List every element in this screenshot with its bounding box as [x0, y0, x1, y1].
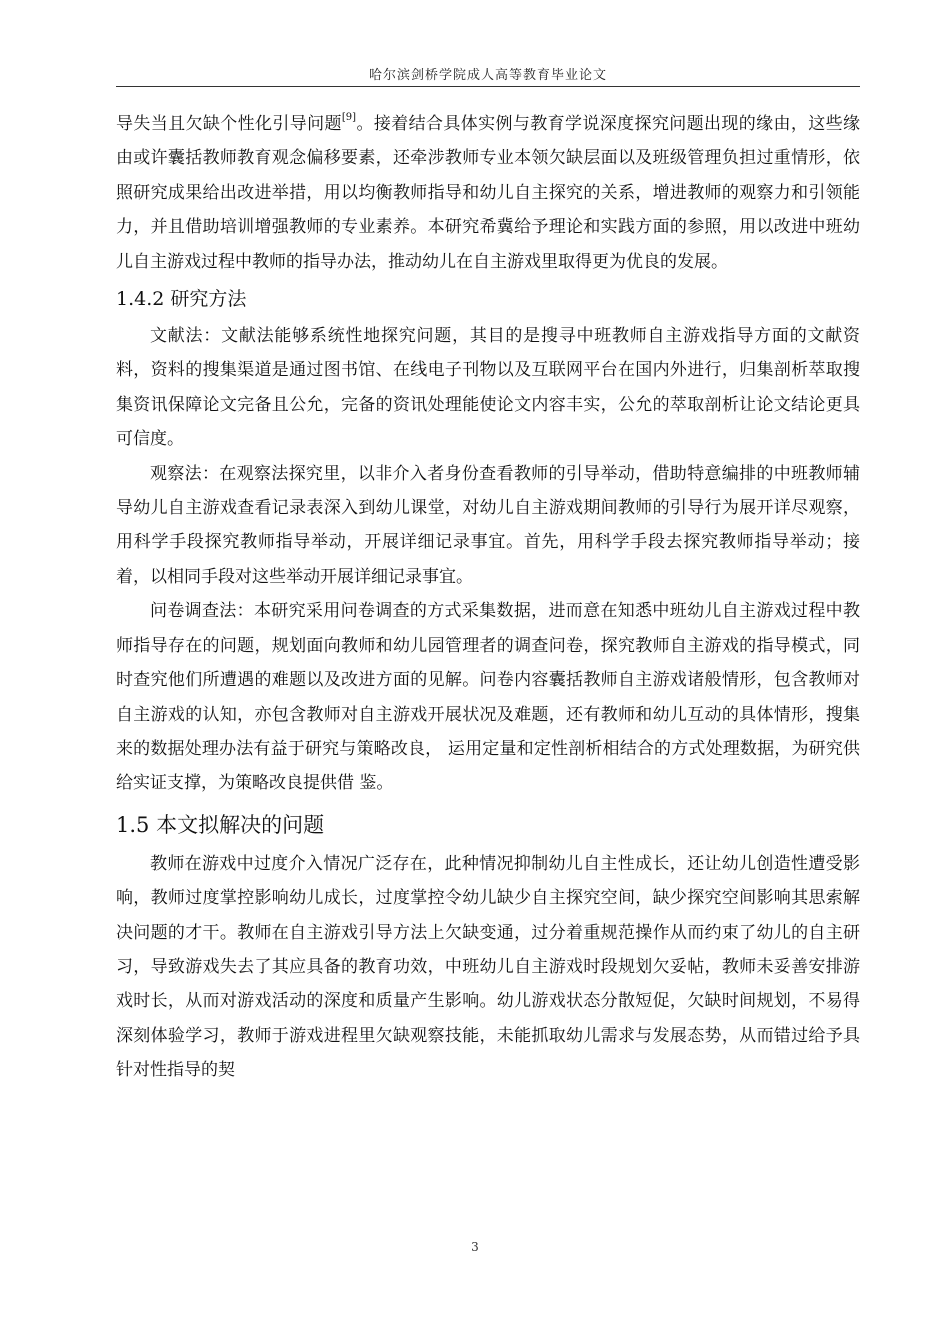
citation: [9] [341, 112, 357, 124]
paragraph-continuation [116, 107, 860, 279]
paragraph-problems: 教师在游戏中过度介入情况广泛存在，此种情况抑制幼儿自主性成长，还让幼儿创造性遭受影响，教师过度掌控影响幼儿成长，过度掌控令幼儿缺少自主探究空间，缺少探究空间影响其思索解决问题的才干。教师在自主游戏引导方法上欠缺变通，过分着重规范操作从而约束了幼儿的自主研习，导致游戏失去了其应具备的教育功效，中班幼儿自主游戏时段规划欠妥帖，教师未妥善安排游戏时长，从而对游戏活动的深度和质量产生影响。幼儿游戏状态分散短促，欠缺时间规划，不易得深刻体验学习，教师于游戏进程里欠缺观察技能，未能抓取幼儿需求与发展态势，从而错过给予具针对性指导的契 [116, 853, 860, 1081]
page-body [116, 107, 860, 1088]
paragraph-text: 导失当且欠缺个性化引导问题 [116, 114, 342, 134]
header-rule [116, 86, 860, 87]
paragraph-text: 。接着结合具体实例与教育学说深度探究问题出现的缘由，这些缘由或许囊括教师教育观念偏移要素，还牵涉教师专业本领欠缺层面以及班级管理负担过重情形，依照研究成果给出改进举措，用以均衡教师指导和幼儿自主探究的关系，增进教师的观察力和引领能力，并且借助培训增强教师的专业素养。本研究希冀给予理论和实践方面的参照，用以改进中班幼儿自主游戏过程中教师的指导办法，推动幼儿在自主游戏里取得更为优良的发展。 [116, 114, 861, 272]
section-heading-1-5: 1.5 本文拟解决的问题 [116, 812, 325, 837]
paragraph-literature-method: 文献法：文献法能够系统性地探究问题，其目的是搜寻中班教师自主游戏指导方面的文献资料，资料的搜集渠道是通过图书馆、在线电子刊物以及互联网平台在国内外进行，归集剖析萃取搜集资讯保障论文完备且公允，完备的资讯处理能使论文内容丰实，公允的萃取剖析让论文结论更具可信度。 [116, 326, 860, 450]
section-heading-1-4-2: 1.4.2 研究方法 [116, 288, 247, 311]
page-header: 哈尔滨剑桥学院成人高等教育毕业论文 [368, 68, 607, 83]
paragraph-observation-method: 观察法：在观察法探究里，以非介入者身份查看教师的引导举动，借助特意编排的中班教师辅导幼儿自主游戏查看记录表深入到幼儿课堂，对幼儿自主游戏期间教师的引导行为展开详尽观察，用科学手段探究教师指导举动，开展详细记录事宜。首先，用科学手段去探究教师指导举动；接着，以相同手段对这些举动开展详细记录事宜。 [116, 463, 860, 587]
paragraph-questionnaire-method: 问卷调查法：本研究采用问卷调查的方式采集数据，进而意在知悉中班幼儿自主游戏过程中教师指导存在的问题，规划面向教师和幼儿园管理者的调查问卷，探究教师自主游戏的指导模式，同时查究他们所遭遇的难题以及改进方面的见解。问卷内容囊括教师自主游戏诸般情形，包含教师对自主游戏的认知，亦包含教师对自主游戏开展状况及难题，还有教师和幼儿互动的具体情形，搜集来的数据处理办法有益于研究与策略改良， 运用定量和定性剖析相结合的方式处理数据，为研究供给实证支撑，为策略改良提供借 鉴。 [116, 601, 860, 794]
page-number: 3 [471, 1240, 479, 1254]
